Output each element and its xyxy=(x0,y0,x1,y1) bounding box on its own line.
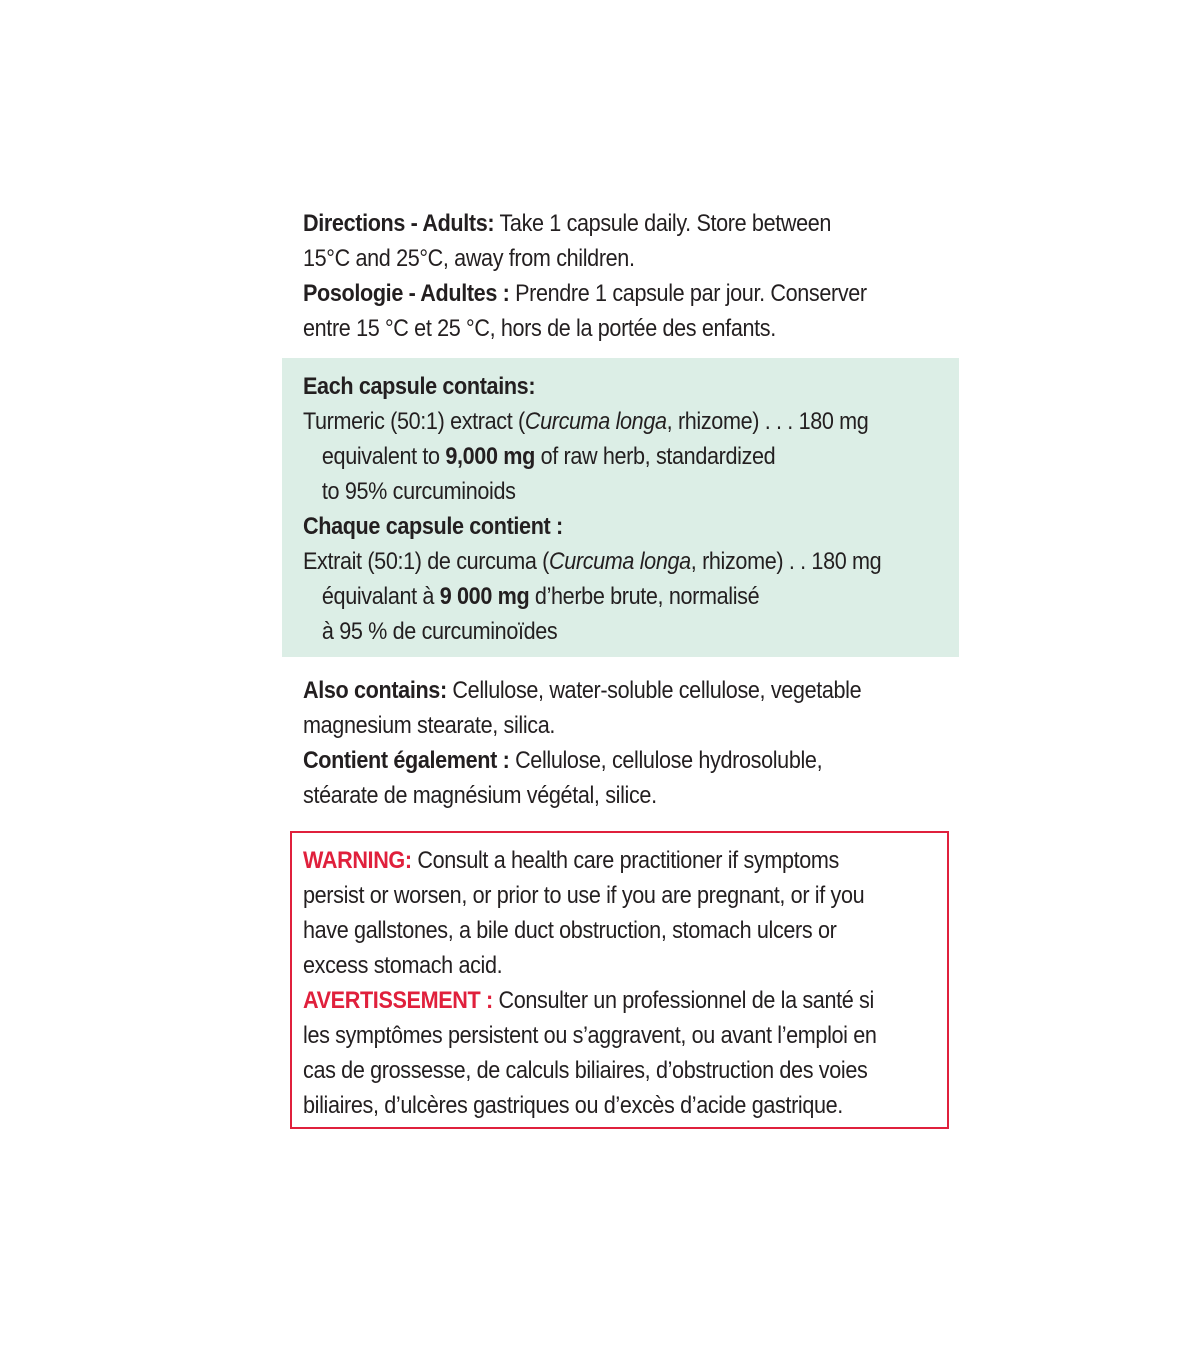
also-en-heading: Also contains: xyxy=(303,677,447,704)
contents-fr-ingredient: Extrait (50:1) de curcuma (Curcuma longa, rhizome) . . 180 mg xyxy=(303,548,882,575)
also-en-line-2: magnesium stearate, silica. xyxy=(303,712,555,739)
warning-fr-line-1: AVERTISSEMENT : Consulter un professionnel de la santé si xyxy=(303,987,874,1014)
contents-en-equivalent: equivalent to 9,000 mg of raw herb, standardized xyxy=(321,443,776,470)
warning-en-line-3: have gallstones, a bile duct obstruction, stomach ulcers or xyxy=(303,917,837,944)
contents-fr-equivalent: équivalant à 9 000 mg d’herbe brute, normalisé xyxy=(321,583,760,610)
warning-fr-line-3: cas de grossesse, de calculs biliaires, d’obstruction des voies xyxy=(303,1057,868,1084)
contents-fr-standardized: à 95 % de curcuminoïdes xyxy=(321,618,558,645)
also-en-line-1: Also contains: Cellulose, water-soluble cellulose, vegetable xyxy=(303,677,862,704)
warning-en-line-4: excess stomach acid. xyxy=(303,952,503,979)
warning-fr-line-4: biliaires, d’ulcères gastriques ou d’excès d’acide gastrique. xyxy=(303,1092,843,1119)
directions-en-line-1: Directions - Adults: Take 1 capsule daily. Store between xyxy=(303,210,832,237)
capsule-contents-panel xyxy=(282,358,959,657)
also-contains-section xyxy=(282,673,959,813)
warning-fr-line-2: les symptômes persistent ou s’aggravent, ou avant l’emploi en xyxy=(303,1022,877,1049)
latin-name: Curcuma longa xyxy=(524,408,667,435)
directions-fr-line-1: Posologie - Adultes : Prendre 1 capsule par jour. Conserver xyxy=(303,280,867,307)
directions-en-line-2: 15°C and 25°C, away from children. xyxy=(303,245,635,272)
also-fr-heading: Contient également : xyxy=(303,747,510,774)
contents-fr-heading: Chaque capsule contient : xyxy=(303,513,563,540)
directions-fr-heading: Posologie - Adultes : xyxy=(303,280,510,307)
also-fr-line-1: Contient également : Cellulose, cellulose hydrosoluble, xyxy=(303,747,823,774)
contents-en-standardized: to 95% curcuminoids xyxy=(321,478,516,505)
also-fr-line-2: stéarate de magnésium végétal, silice. xyxy=(303,782,657,809)
contents-en-heading: Each capsule contains: xyxy=(303,373,536,400)
warning-en-line-1: WARNING: Consult a health care practitioner if symptoms xyxy=(303,847,839,874)
directions-fr-line-2: entre 15 °C et 25 °C, hors de la portée des enfants. xyxy=(303,315,776,342)
warning-fr-heading: AVERTISSEMENT : xyxy=(303,987,493,1014)
directions-section xyxy=(282,206,959,346)
warning-en-heading: WARNING: xyxy=(303,847,412,874)
warning-box xyxy=(290,831,949,1129)
latin-name: Curcuma longa xyxy=(548,548,691,575)
directions-en-heading: Directions - Adults: xyxy=(303,210,495,237)
contents-en-ingredient: Turmeric (50:1) extract (Curcuma longa, rhizome) . . . 180 mg xyxy=(303,408,869,435)
warning-en-line-2: persist or worsen, or prior to use if you are pregnant, or if you xyxy=(303,882,865,909)
